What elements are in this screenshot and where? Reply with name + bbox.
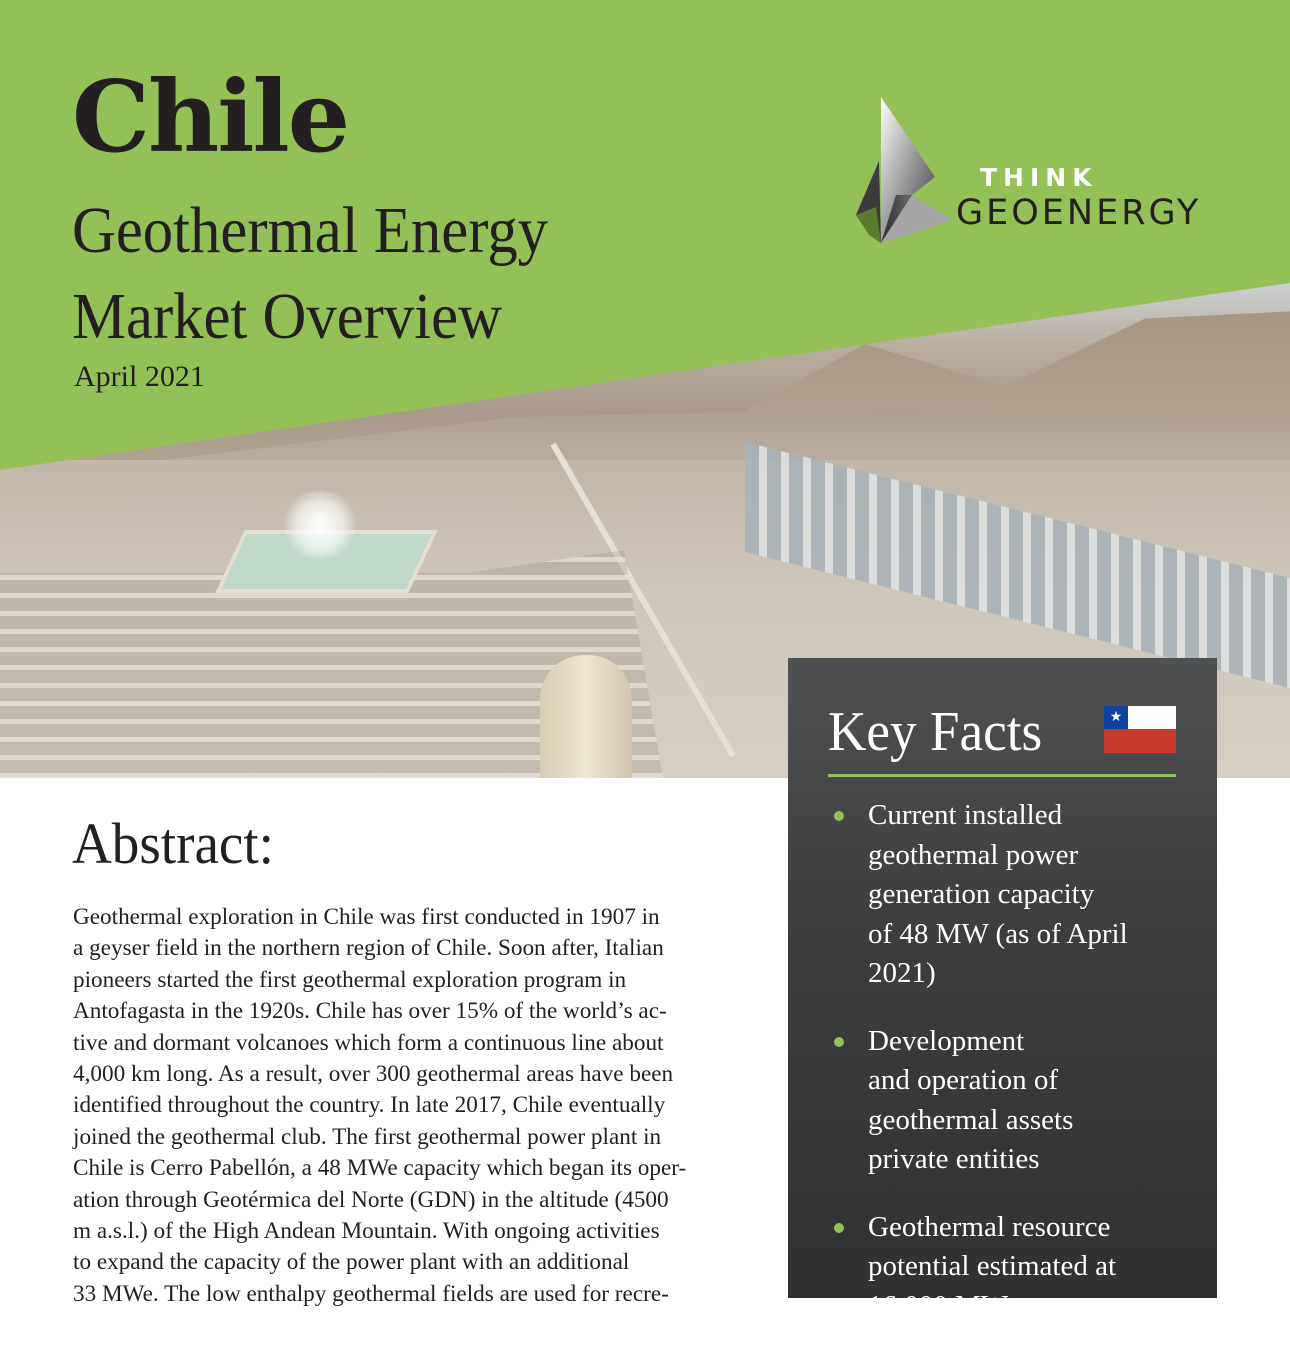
- fact-line: geothermal assets: [868, 1103, 1074, 1136]
- fact-line: Development: [868, 1024, 1025, 1057]
- bullet-icon: [834, 811, 844, 821]
- page-title: Chile: [72, 60, 349, 175]
- bullet-icon: [834, 1037, 844, 1047]
- flag-red-stripe: [1104, 729, 1176, 753]
- fact-line: and operation of: [868, 1064, 1059, 1096]
- abstract-line: Antofagasta in the 1920s. Chile has over 15% of the world’s ac-: [73, 998, 667, 1025]
- chile-flag-icon: [1104, 706, 1176, 753]
- abstract-line: m a.s.l.) of the High Andean Mountain. With ongoing activities: [73, 1218, 660, 1245]
- abstract-line: 4,000 km long. As a result, over 300 geothermal areas have been: [73, 1061, 674, 1088]
- subtitle-line: Geothermal Energy: [72, 194, 549, 267]
- key-facts-panel: [788, 658, 1217, 1322]
- page-subtitle: [72, 188, 548, 360]
- fact-line: Geothermal resource: [868, 1210, 1111, 1243]
- key-fact-item: [828, 1022, 1188, 1180]
- fact-line: 16,000 MW: [868, 1289, 1009, 1322]
- logo-arrow-icon: [852, 95, 952, 250]
- publication-date: April 2021: [74, 360, 205, 393]
- abstract-heading: Abstract:: [72, 811, 274, 876]
- abstract-line: tive and dormant volcanoes which form a continuous line about: [73, 1029, 664, 1056]
- fact-line: potential estimated at: [868, 1250, 1117, 1282]
- think-geoenergy-logo: [852, 95, 1232, 250]
- abstract-line: Geothermal exploration in Chile was first conducted in 1907 in: [73, 904, 660, 930]
- abstract-line: Chile is Cerro Pabellón, a 48 MWe capacity which began its oper-: [73, 1155, 687, 1182]
- heading-divider: [828, 774, 1176, 777]
- fact-line: private entities: [868, 1143, 1040, 1175]
- abstract-line: joined the geothermal club. The first geothermal power plant in: [73, 1123, 662, 1150]
- abstract-line: pioneers started the first geothermal exploration program in: [73, 966, 627, 993]
- key-facts-list: [828, 796, 1188, 1354]
- abstract-line: ation through Geotérmica del Norte (GDN) in the altitude (4500: [73, 1186, 669, 1213]
- fact-line: generation capacity: [868, 878, 1095, 910]
- logo-geoenergy-text: GEOENERGY: [956, 193, 1202, 233]
- fact-line: of 48 MW (as of April: [868, 917, 1128, 950]
- abstract-body: [73, 902, 733, 1310]
- steam-plume: [280, 490, 360, 560]
- fact-line: Current installed: [868, 799, 1063, 831]
- flag-star-canton: ★: [1104, 706, 1128, 729]
- bullet-icon: [834, 1223, 844, 1233]
- storage-tank: [540, 655, 632, 778]
- key-fact-item: [828, 1208, 1188, 1327]
- abstract-line: a geyser field in the northern region of Chile. Soon after, Italian: [73, 935, 664, 962]
- abstract-line: 33 MWe. The low enthalpy geothermal fields are used for recre-: [73, 1280, 669, 1307]
- abstract-line: to expand the capacity of the power plant with an additional: [73, 1249, 630, 1276]
- abstract-line: identified throughout the country. In late 2017, Chile eventually: [73, 1092, 666, 1119]
- subtitle-line: Market Overview: [72, 280, 502, 353]
- key-facts-heading: Key Facts: [828, 701, 1043, 763]
- logo-think-text: THINK: [980, 163, 1098, 192]
- key-fact-item: [828, 796, 1188, 994]
- fact-line: 2021): [868, 957, 936, 989]
- fact-line: geothermal power: [868, 838, 1079, 871]
